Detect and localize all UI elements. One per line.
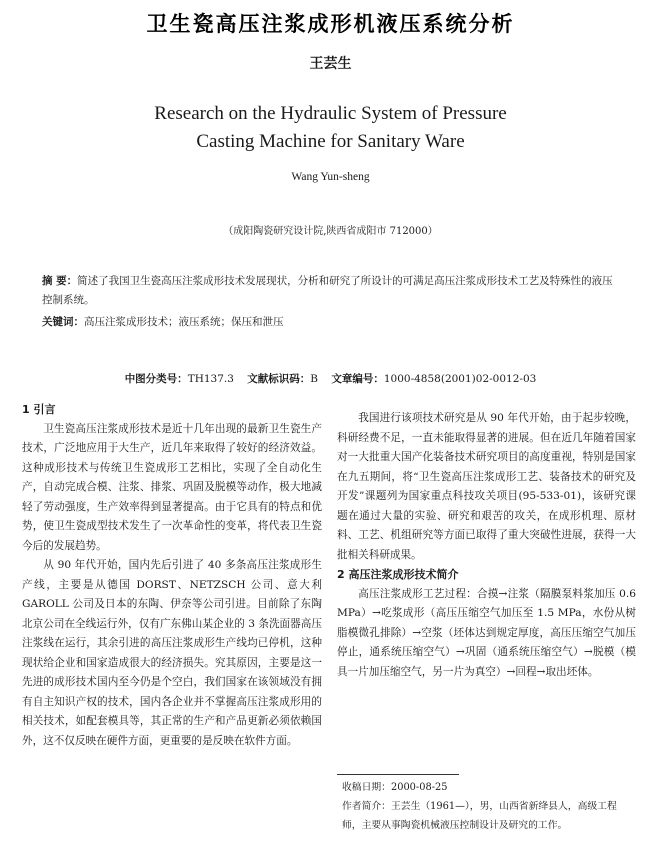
clc-label: 中图分类号：	[124, 373, 188, 385]
clc-value: TH137.3	[187, 373, 234, 385]
title-english-line-2: Casting Machine for Sanitary Ware	[196, 131, 465, 152]
paper-title-english	[0, 100, 661, 156]
section-1-paragraph-2: 从 90 年代开始，国内先后引进了 40 多条高压注浆成形生产线，主要是从德国 DORST、NETZSCH 公司、意大利 GAROLL 公司及日本的东陶、伊奈等公司引进。目前除了东陶北京公司在全线运行外，仅有广东佛山某企业的 3 条洗面器高压注浆线在运行，其余引进的高压注浆成形生产线均已停机，这种现状给企业和国家造成很大的经济损失。究其原因，主要是这一先进的成形技术国内至今仍是个空白，我们国家在该领域没有拥有自主知识产权的技术，国内各企业并不掌握高压注浆成形用的相关技术，如配套模具等，其正常的生产和产品更新必须依赖国外，这不仅反映在硬件方面，更重要的是反映在软件方面。	[22, 559, 322, 747]
title-english-line-1: Research on the Hydraulic System of Pressure	[154, 103, 507, 124]
keywords-text: 高压注浆成形技术；液压系统；保压和泄压	[84, 316, 284, 328]
author-name-english: Wang Yun-sheng	[291, 171, 370, 183]
abstract	[42, 272, 620, 310]
right-paragraph-1: 我国进行该项技术研究是从 90 年代开始，由于起步较晚，科研经费不足，一直未能取得显著的进展。但在近几年随着国家对一大批重大国产化装备技术研究项目的高度重视，特别是国家在九五期间，将“卫生瓷高压注浆成形工艺、装备技术的研究及开发”课题列为国家重点科技攻关项目(95-533-01)，该研究课题在通过大量的实验、研究和艰苦的攻关，在成形机理、原材料、工艺、机组研究等方面已取得了重大突破性进展，获得一大批相关科研成果。	[337, 412, 636, 561]
footnote	[342, 778, 636, 835]
article-number-value: 1000-4858(2001)02-0012-03	[383, 373, 537, 385]
received-date: 收稿日期：2000-08-25	[342, 782, 448, 793]
keywords-label: 关键词：	[42, 316, 84, 328]
footnote-divider	[337, 774, 459, 775]
paper-title-chinese: 卫生瓷高压注浆成形机液压系统分析	[146, 12, 515, 36]
section-2-heading: 2 高压注浆成形技术简介	[337, 568, 459, 581]
abstract-label: 摘 要：	[42, 275, 78, 287]
section-1-heading: 1 引言	[22, 403, 56, 416]
section-1-paragraph-1: 卫生瓷高压注浆成形技术是近十几年出现的最新卫生瓷生产技术，广泛地应用于大生产，近几年来取得了较好的经济效益。这种成形技术与传统卫生瓷成形工艺相比，实现了全自动化生产，自动完成合模、注浆、排浆、巩固及脱模等动作，极大地减轻了劳动强度，生产效率得到显著提高。由于它具有的特点和优势，使卫生瓷成型技术发生了一次革命性的变革，将代表卫生瓷今后的发展趋势。	[22, 422, 322, 552]
author-bio: 作者简介：王芸生（1961—），男，山西省新绛县人，高级工程师，主要从事陶瓷机械液压控制设计及研究的工作。	[342, 801, 617, 831]
classification-line	[0, 371, 661, 386]
doc-code-label: 文献标识码：	[247, 373, 311, 385]
article-number-label: 文章编号：	[331, 373, 384, 385]
affiliation: （成阳陶瓷研究设计院,陕西省成阳市 712000）	[223, 226, 438, 237]
left-column	[22, 400, 322, 751]
author-name-chinese: 王芸生	[309, 56, 352, 72]
doc-code-value: B	[310, 373, 318, 385]
section-2-paragraph: 高压注浆成形工艺过程：合摸→注浆（隔膜泵料浆加压 0.6 MPa）→吃浆成形（高压压缩空气加压至 1.5 MPa，水份从树脂模微孔排除）→空浆（坯体达到规定厚度，高压压缩空气加压停止，通系统压缩空气）→巩固（通系统压缩空气）→脱模（模具一片加压缩空气，另一片为真空）→回程→取出坯体。	[337, 587, 636, 678]
abstract-text: 简述了我国卫生瓷高压注浆成形技术发展现状，分析和研究了所设计的可满足高压注浆成形技术工艺及特殊性的液压控制系统。	[42, 275, 613, 306]
keywords	[42, 313, 620, 332]
right-column	[337, 409, 636, 682]
